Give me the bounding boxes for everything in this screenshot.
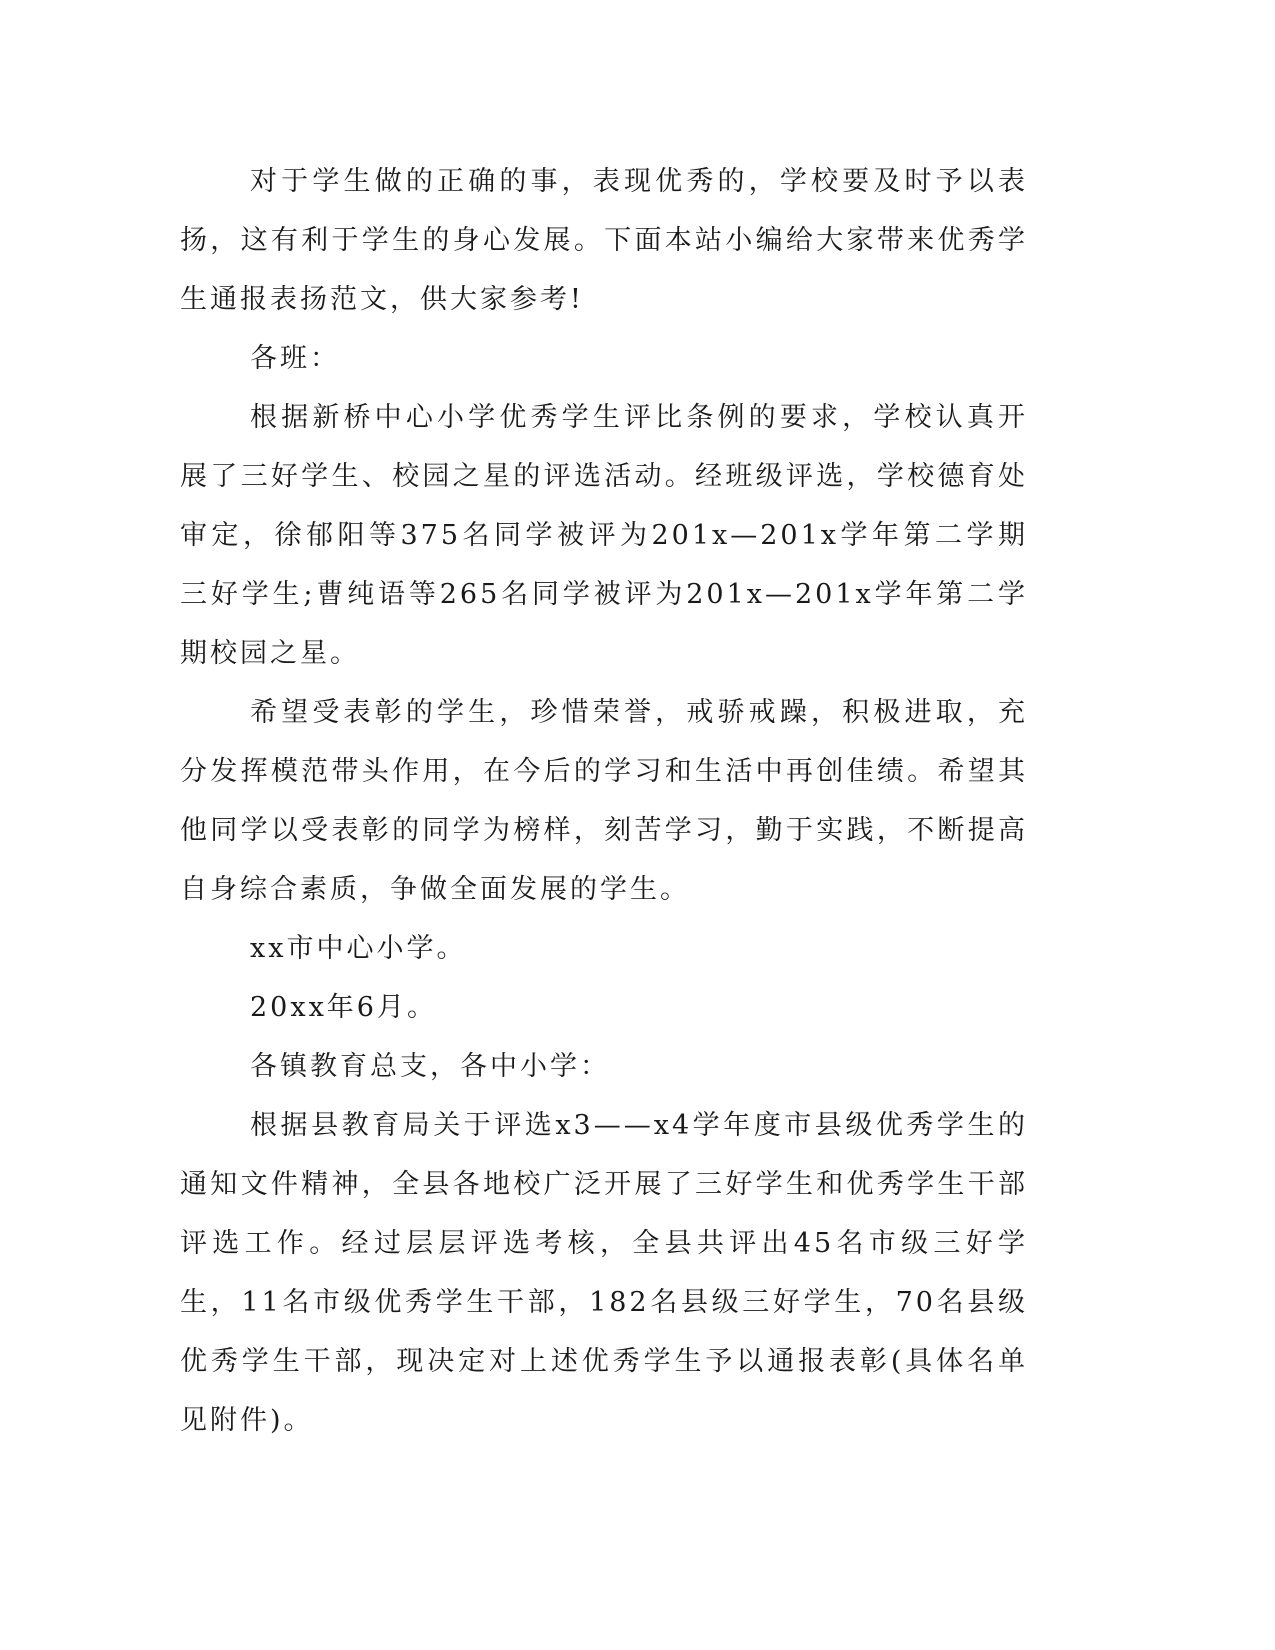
award-paragraph: 根据新桥中心小学优秀学生评比条例的要求，学校认真开展了三好学生、校园之星的评选活动。经班级评选，学校德育处审定，徐郁阳等375名同学被评为201x—201x学年第二学期三好学生;曹纯语等265名同学被评为201x—201x学年第二学期校园之星。: [180, 402, 1028, 669]
salutation-county: 各镇教育总支，各中小学：: [250, 1051, 610, 1082]
document-body: [180, 152, 1028, 1450]
signature-date: 20xx年6月。: [250, 992, 437, 1023]
intro-paragraph: 对于学生做的正确的事，表现优秀的，学校要及时予以表扬，这有利于学生的身心发展。下面本站小编给大家带来优秀学生通报表扬范文，供大家参考!: [180, 166, 1028, 315]
county-award-paragraph: 根据县教育局关于评选x3——x4学年度市县级优秀学生的通知文件精神，全县各地校广泛开展了三好学生和优秀学生干部评选工作。经过层层评选考核，全县共评出45名市级三好学生，11名市级优秀学生干部，182名县级三好学生，70名县级优秀学生干部，现决定对上述优秀学生予以通报表彰(具体名单见附件)。: [180, 1110, 1028, 1436]
signature-school: xx市中心小学。: [250, 933, 467, 964]
salutation-classes: 各班：: [250, 343, 340, 374]
encouragement-paragraph: 希望受表彰的学生，珍惜荣誉，戒骄戒躁，积极进取，充分发挥模范带头作用，在今后的学习和生活中再创佳绩。希望其他同学以受表彰的同学为榜样，刻苦学习，勤于实践，不断提高自身综合素质，争做全面发展的学生。: [180, 697, 1028, 905]
